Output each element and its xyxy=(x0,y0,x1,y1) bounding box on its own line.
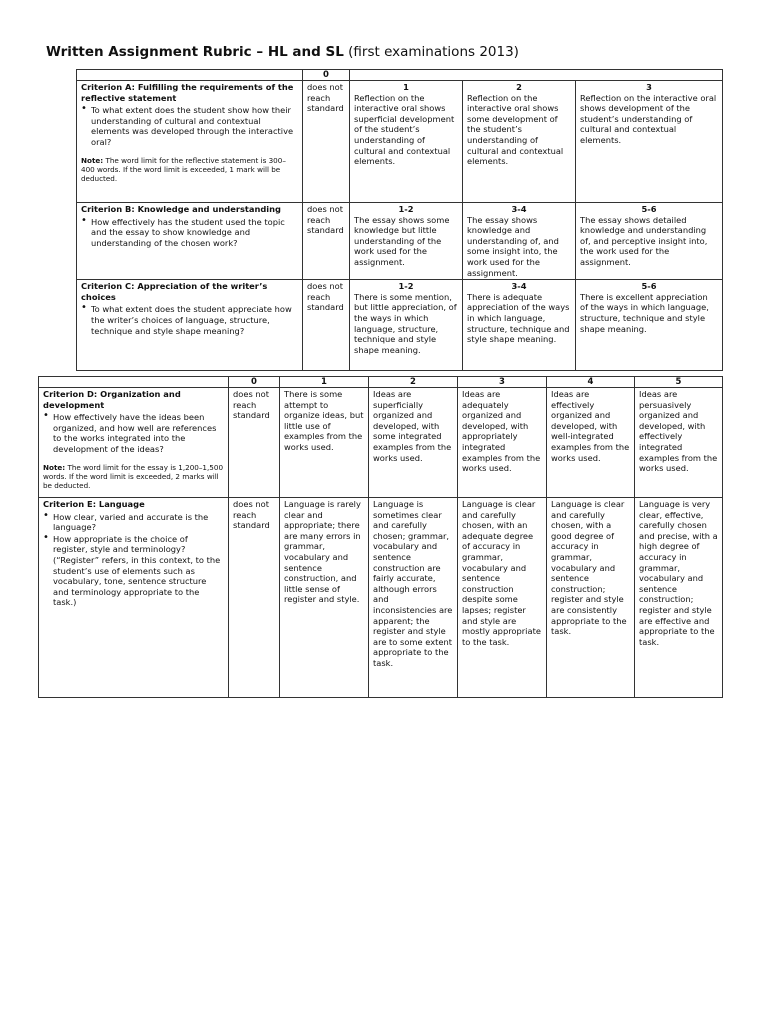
criterion-title: Criterion B: Knowledge and understanding xyxy=(81,204,281,214)
level-descriptor: Reflection on the interactive oral shows some development of the student’s understanding of cultural and contextual elements. xyxy=(467,92,564,167)
header-level-2: 2 xyxy=(369,377,458,388)
level-label: 3 xyxy=(646,82,652,92)
criterion-questions xyxy=(81,217,298,249)
criterion-question: • To what extent does the student appreciate how the writer’s choices of language, structure, technique and style shape meaning? xyxy=(91,304,298,336)
table-header-row xyxy=(77,70,723,81)
criterion-question: • How clear, varied and accurate is the language? xyxy=(53,512,224,533)
note-text: The word limit for the essay is 1,200–1,500 words. If the word limit is exceeded, 2 marks will be deducted. xyxy=(43,462,224,490)
criterion-cell xyxy=(77,280,303,371)
level-descriptor: The essay shows detailed knowledge and understanding of, and perceptive insight into, the work used for the assignment. xyxy=(580,214,708,267)
criterion-question: • How effectively has the student used the topic and the essay to show knowledge and understanding of the chosen work? xyxy=(91,217,298,249)
level-cell xyxy=(576,280,723,371)
header-criterion xyxy=(77,70,303,81)
level-descriptor: There is adequate appreciation of the ways in which language, structure, technique and style shape meaning. xyxy=(467,291,570,345)
page-title xyxy=(46,44,519,60)
criterion-cell xyxy=(39,388,229,498)
criterion-title: Criterion C: Appreciation of the writer’s choices xyxy=(81,281,268,302)
level-cell xyxy=(350,203,463,280)
criterion-title: Criterion A: Fulfilling the requirements of the reflective statement xyxy=(81,82,294,103)
level-descriptor: There is some attempt to organize ideas, but little use of examples from the works used. xyxy=(280,388,369,498)
level-descriptor: Reflection on the interactive oral shows development of the student’s understanding of cultural and contextual elements. xyxy=(580,92,717,145)
level-descriptor: The essay shows knowledge and understanding of, and some insight into, the work used for the assignment. xyxy=(467,214,559,278)
header-level-5: 5 xyxy=(635,377,723,388)
criterion-questions xyxy=(81,105,298,147)
level-cell xyxy=(463,203,576,280)
table-row xyxy=(39,388,723,498)
header-levels xyxy=(350,70,723,81)
level-descriptor: Reflection on the interactive oral shows superficial development of the student’s understanding of cultural and contextual elements. xyxy=(354,92,455,167)
level-label: 1-2 xyxy=(398,281,414,292)
level-descriptor: Ideas are effectively organized and developed, with well-integrated examples from the works used. xyxy=(547,388,635,498)
criterion-questions xyxy=(81,304,298,336)
criterion-cell xyxy=(77,203,303,280)
header-level-3: 3 xyxy=(458,377,547,388)
level-label: 5-6 xyxy=(641,204,657,214)
criterion-title: Criterion E: Language xyxy=(43,499,145,509)
level-label: 3-4 xyxy=(511,281,527,292)
level-cell xyxy=(576,81,723,203)
criterion-question: • How effectively have the ideas been organized, and how well are references to the works integrated into the development of the ideas? xyxy=(53,412,224,454)
level-descriptor: There is excellent appreciation of the ways in which language, structure, technique and style shape meaning. xyxy=(580,291,709,334)
level-0-cell: does not reach standard xyxy=(229,388,280,498)
level-label: 2 xyxy=(516,82,522,92)
level-cell xyxy=(463,280,576,371)
level-label: 3-4 xyxy=(511,204,527,214)
level-0-cell: does not reach standard xyxy=(303,280,350,371)
criterion-question: • To what extent does the student show how their understanding of cultural and contextual elements was developed through the interactive oral? xyxy=(91,105,298,147)
level-label: 1-2 xyxy=(398,204,414,214)
criterion-title: Criterion D: Organization and development xyxy=(43,389,181,410)
level-descriptor: Language is very clear, effective, carefully chosen and precise, with a high degree of accuracy in grammar, vocabulary and sentence construction; register and style are effective and appropriate to the task. xyxy=(635,498,723,698)
header-level-0: 0 xyxy=(229,377,280,388)
rubric-table-a-c xyxy=(76,69,723,371)
level-cell xyxy=(576,203,723,280)
header-level-4: 4 xyxy=(547,377,635,388)
level-0-cell: does not reach standard xyxy=(303,203,350,280)
table-header-row xyxy=(39,377,723,388)
word-limit-note xyxy=(81,156,298,183)
level-0-cell: does not reach standard xyxy=(303,81,350,203)
level-0-cell: does not reach standard xyxy=(229,498,280,698)
page-title-suffix: (first examinations 2013) xyxy=(348,44,519,60)
table-row xyxy=(39,498,723,698)
level-cell xyxy=(463,81,576,203)
level-cell xyxy=(350,280,463,371)
page-title-main: Written Assignment Rubric – HL and SL xyxy=(46,44,344,60)
criterion-questions xyxy=(43,412,224,454)
rubric-table-d-e xyxy=(38,376,723,698)
level-descriptor: Language is rarely clear and appropriate; there are many errors in grammar, vocabulary and sentence construction, and little sense of register and style. xyxy=(280,498,369,698)
table-row xyxy=(77,203,723,280)
header-level-0: 0 xyxy=(303,70,350,81)
table-row xyxy=(77,81,723,203)
level-label: 1 xyxy=(403,82,409,92)
level-cell xyxy=(350,81,463,203)
level-descriptor: The essay shows some knowledge but little understanding of the work used for the assignment. xyxy=(354,214,450,267)
header-level-1: 1 xyxy=(280,377,369,388)
criterion-cell xyxy=(77,81,303,203)
criterion-cell xyxy=(39,498,229,698)
word-limit-note xyxy=(43,463,224,490)
level-descriptor: Language is clear and carefully chosen, with an adequate degree of accuracy in grammar, vocabulary and sentence construction despite some lapses; register and style are mostly appropriate to the task. xyxy=(458,498,547,698)
note-label: Note: xyxy=(81,155,104,165)
level-descriptor: Ideas are adequately organized and developed, with appropriately integrated examples from the works used. xyxy=(458,388,547,498)
level-descriptor: Language is sometimes clear and carefully chosen; grammar, vocabulary and sentence construction are fairly accurate, although errors and inconsistencies are apparent; the register and style are to some extent appropriate to the task. xyxy=(369,498,458,698)
level-descriptor: There is some mention, but little appreciation, of the ways in which language, structure, technique and style shape meaning. xyxy=(354,291,457,355)
level-descriptor: Ideas are persuasively organized and developed, with effectively integrated examples from the works used. xyxy=(635,388,723,498)
header-criterion xyxy=(39,377,229,388)
level-descriptor: Ideas are superficially organized and developed, with some integrated examples from the works used. xyxy=(369,388,458,498)
note-text: The word limit for the reflective statement is 300–400 words. If the word limit is exceeded, 1 mark will be deducted. xyxy=(81,155,286,183)
level-descriptor: Language is clear and carefully chosen, with a good degree of accuracy in grammar, vocabulary and sentence construction; register and style are consistently appropriate to the task. xyxy=(547,498,635,698)
level-label: 5-6 xyxy=(641,281,657,292)
criterion-question: • How appropriate is the choice of register, style and terminology? (“Register” refers, in this context, to the student’s use of elements such as vocabulary, tone, sentence structure and terminology appropriate to the task.) xyxy=(53,534,224,608)
criterion-questions xyxy=(43,512,224,608)
note-label: Note: xyxy=(43,462,66,472)
table-row xyxy=(77,280,723,371)
